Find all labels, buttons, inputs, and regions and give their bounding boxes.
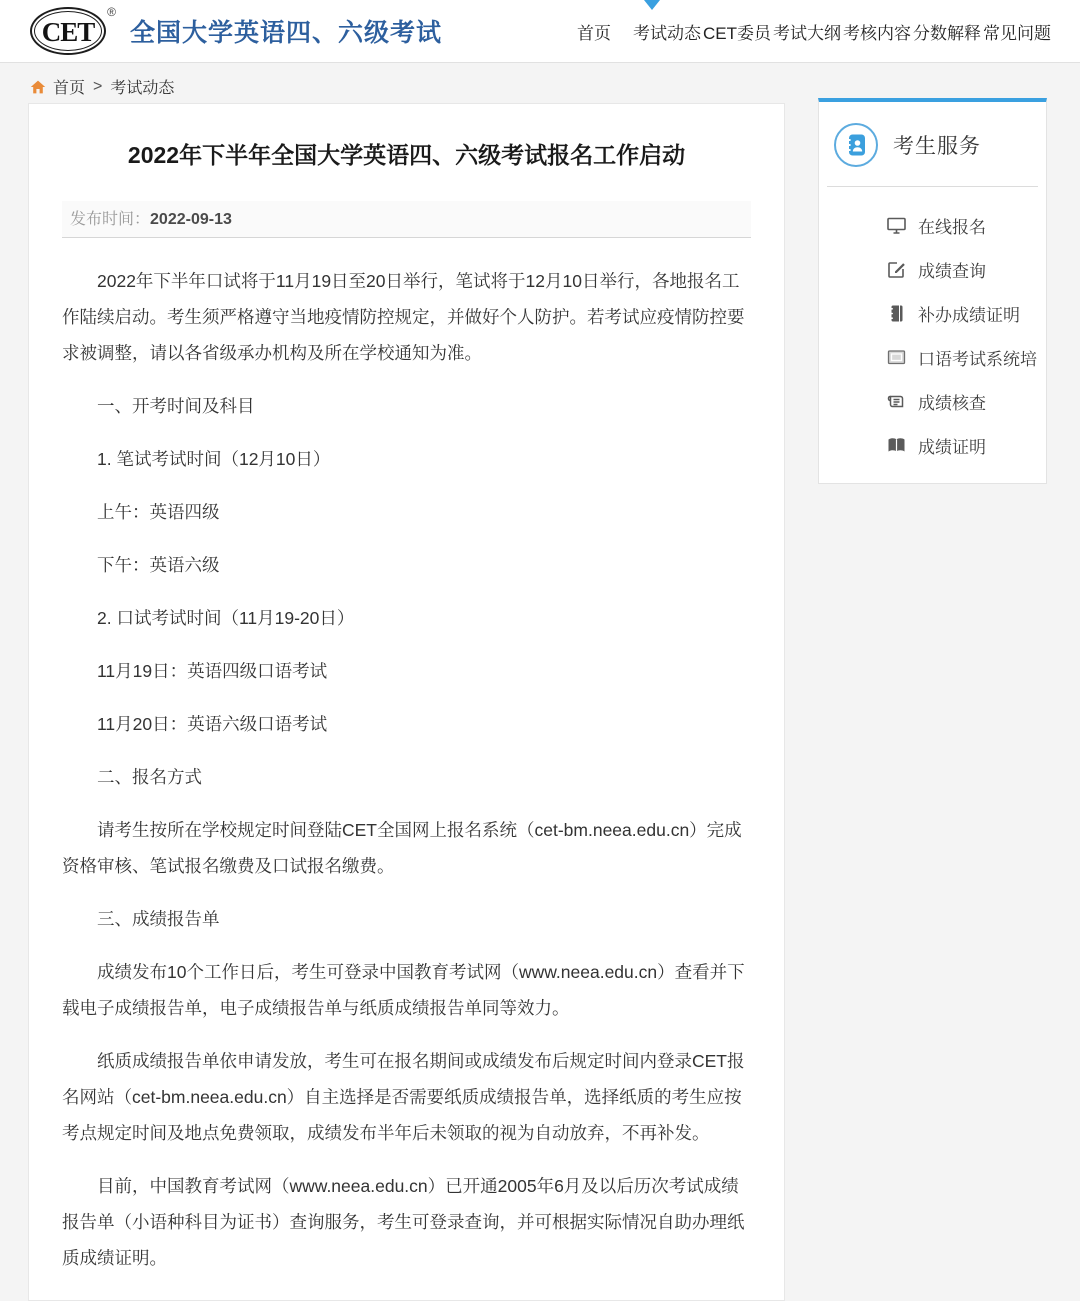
- breadcrumb-home-link[interactable]: 首页: [53, 80, 86, 97]
- nav-item-score-explain[interactable]: 分数解释: [913, 23, 981, 43]
- article-paragraph: 目前，中国教育考试网（www.neea.edu.cn）已开通2005年6月及以后历次考试成绩报告单（小语种科目为证书）查询服务，考生可登录查询，并可根据实际情况自助办理纸质成绩证明。: [62, 1176, 745, 1269]
- candidate-services-list: [819, 187, 1046, 467]
- sidebar-item-score-verification[interactable]: [886, 379, 1046, 423]
- article-section-heading: 一、开考时间及科目: [97, 396, 255, 417]
- site-header: [0, 0, 1080, 63]
- article-panel: [28, 103, 785, 1301]
- sidebar-item-reissue-score-certificate[interactable]: [886, 291, 1046, 335]
- sidebar-item-label: 成绩核查: [918, 393, 986, 413]
- nav-dropdown-chevron-icon: [644, 0, 660, 10]
- sidebar-item-label: 成绩证明: [918, 437, 986, 457]
- candidate-badge-icon: [834, 123, 878, 167]
- candidate-services-panel: [818, 98, 1047, 484]
- article-paragraph: 请考生按所在学校规定时间登陆CET全国网上报名系统（cet-bm.neea.edu.cn）完成资格审核、笔试报名缴费及口试报名缴费。: [62, 820, 742, 877]
- book-icon: [886, 435, 907, 456]
- nav-item-exam-syllabus[interactable]: 考试大纲: [773, 23, 841, 43]
- article-paragraph: 11月19日：英语四级口语考试: [97, 661, 328, 682]
- sidebar-item-label: 补办成绩证明: [918, 305, 1020, 325]
- breadcrumb-current[interactable]: 考试动态: [110, 80, 175, 97]
- article-section-heading: 三、成绩报告单: [97, 909, 220, 930]
- booklet-icon: [886, 391, 907, 412]
- nav-item-home[interactable]: 首页: [577, 23, 611, 43]
- nav-item-faq[interactable]: 常见问题: [983, 23, 1051, 43]
- article-paragraph: 纸质成绩报告单依申请发放，考生可在报名期间或成绩发布后规定时间内登录CET报名网站（cet-bm.neea.edu.cn）自主选择是否需要纸质成绩报告单，选择纸质的考生应按考点规定时间及地点免费领取，成绩发布半年后未领取的视为自动放弃，不再补发。: [62, 1051, 745, 1144]
- publish-date-label: 发布时间：: [70, 211, 151, 229]
- nav-item-exam-news[interactable]: 考试动态: [633, 23, 701, 43]
- sidebar-item-online-registration[interactable]: [886, 203, 1046, 247]
- candidate-services-title: 考生服务: [893, 135, 981, 158]
- candidate-services-header: [819, 102, 1046, 186]
- screen-icon: [886, 347, 907, 368]
- cet-logo-oval: [30, 5, 116, 55]
- edit-icon: [886, 259, 907, 280]
- site-title: 全国大学英语四、六级考试: [130, 19, 443, 47]
- publish-date-value: 2022-09-13: [150, 211, 232, 229]
- sidebar-item-label: 口语考试系统培: [918, 349, 1037, 369]
- article-body: [62, 263, 751, 1276]
- cet-logo-text: CET: [41, 16, 95, 47]
- article-paragraph: 2. 口试考试时间（11月19-20日）: [97, 608, 355, 629]
- sidebar-item-oral-exam-system-training[interactable]: [886, 335, 1046, 379]
- nav-item-exam-content[interactable]: 考核内容: [843, 23, 911, 43]
- article-paragraph: 下午：英语六级: [97, 555, 220, 576]
- publish-date-row: [62, 201, 751, 238]
- article-paragraph: 2022年下半年口试将于11月19日至20日举行，笔试将于12月10日举行，各地报名工作陆续启动。考生须严格遵守当地疫情防控规定，并做好个人防护。若考试应疫情防控要求被调整，请以各省级承办机构及所在学校通知为准。: [62, 271, 745, 364]
- sidebar-item-score-certificate[interactable]: [886, 423, 1046, 467]
- sidebar-item-label: 在线报名: [918, 217, 986, 237]
- site-logo[interactable]: [30, 7, 442, 55]
- home-icon: [30, 79, 46, 95]
- article-paragraph: 成绩发布10个工作日后，考生可登录中国教育考试网（www.neea.edu.cn）查看并下载电子成绩报告单，电子成绩报告单与纸质成绩报告单同等效力。: [62, 962, 745, 1019]
- registered-mark: ®: [107, 5, 116, 19]
- nav-item-cet-committee[interactable]: CET委员: [703, 23, 771, 43]
- sidebar-item-score-query[interactable]: [886, 247, 1046, 291]
- sidebar-item-label: 成绩查询: [918, 261, 986, 281]
- article-section-heading: 二、报名方式: [97, 767, 202, 788]
- monitor-icon: [886, 215, 907, 236]
- main-nav: [576, 19, 1052, 44]
- breadcrumb-separator: >: [93, 77, 103, 95]
- article-paragraph: 上午：英语四级: [97, 502, 220, 523]
- notebook-icon: [886, 303, 907, 324]
- article-paragraph: 11月20日：英语六级口语考试: [97, 714, 328, 735]
- article-title: 2022年下半年全国大学英语四、六级考试报名工作启动: [127, 142, 686, 168]
- article-paragraph: 1. 笔试考试时间（12月10日）: [97, 449, 331, 470]
